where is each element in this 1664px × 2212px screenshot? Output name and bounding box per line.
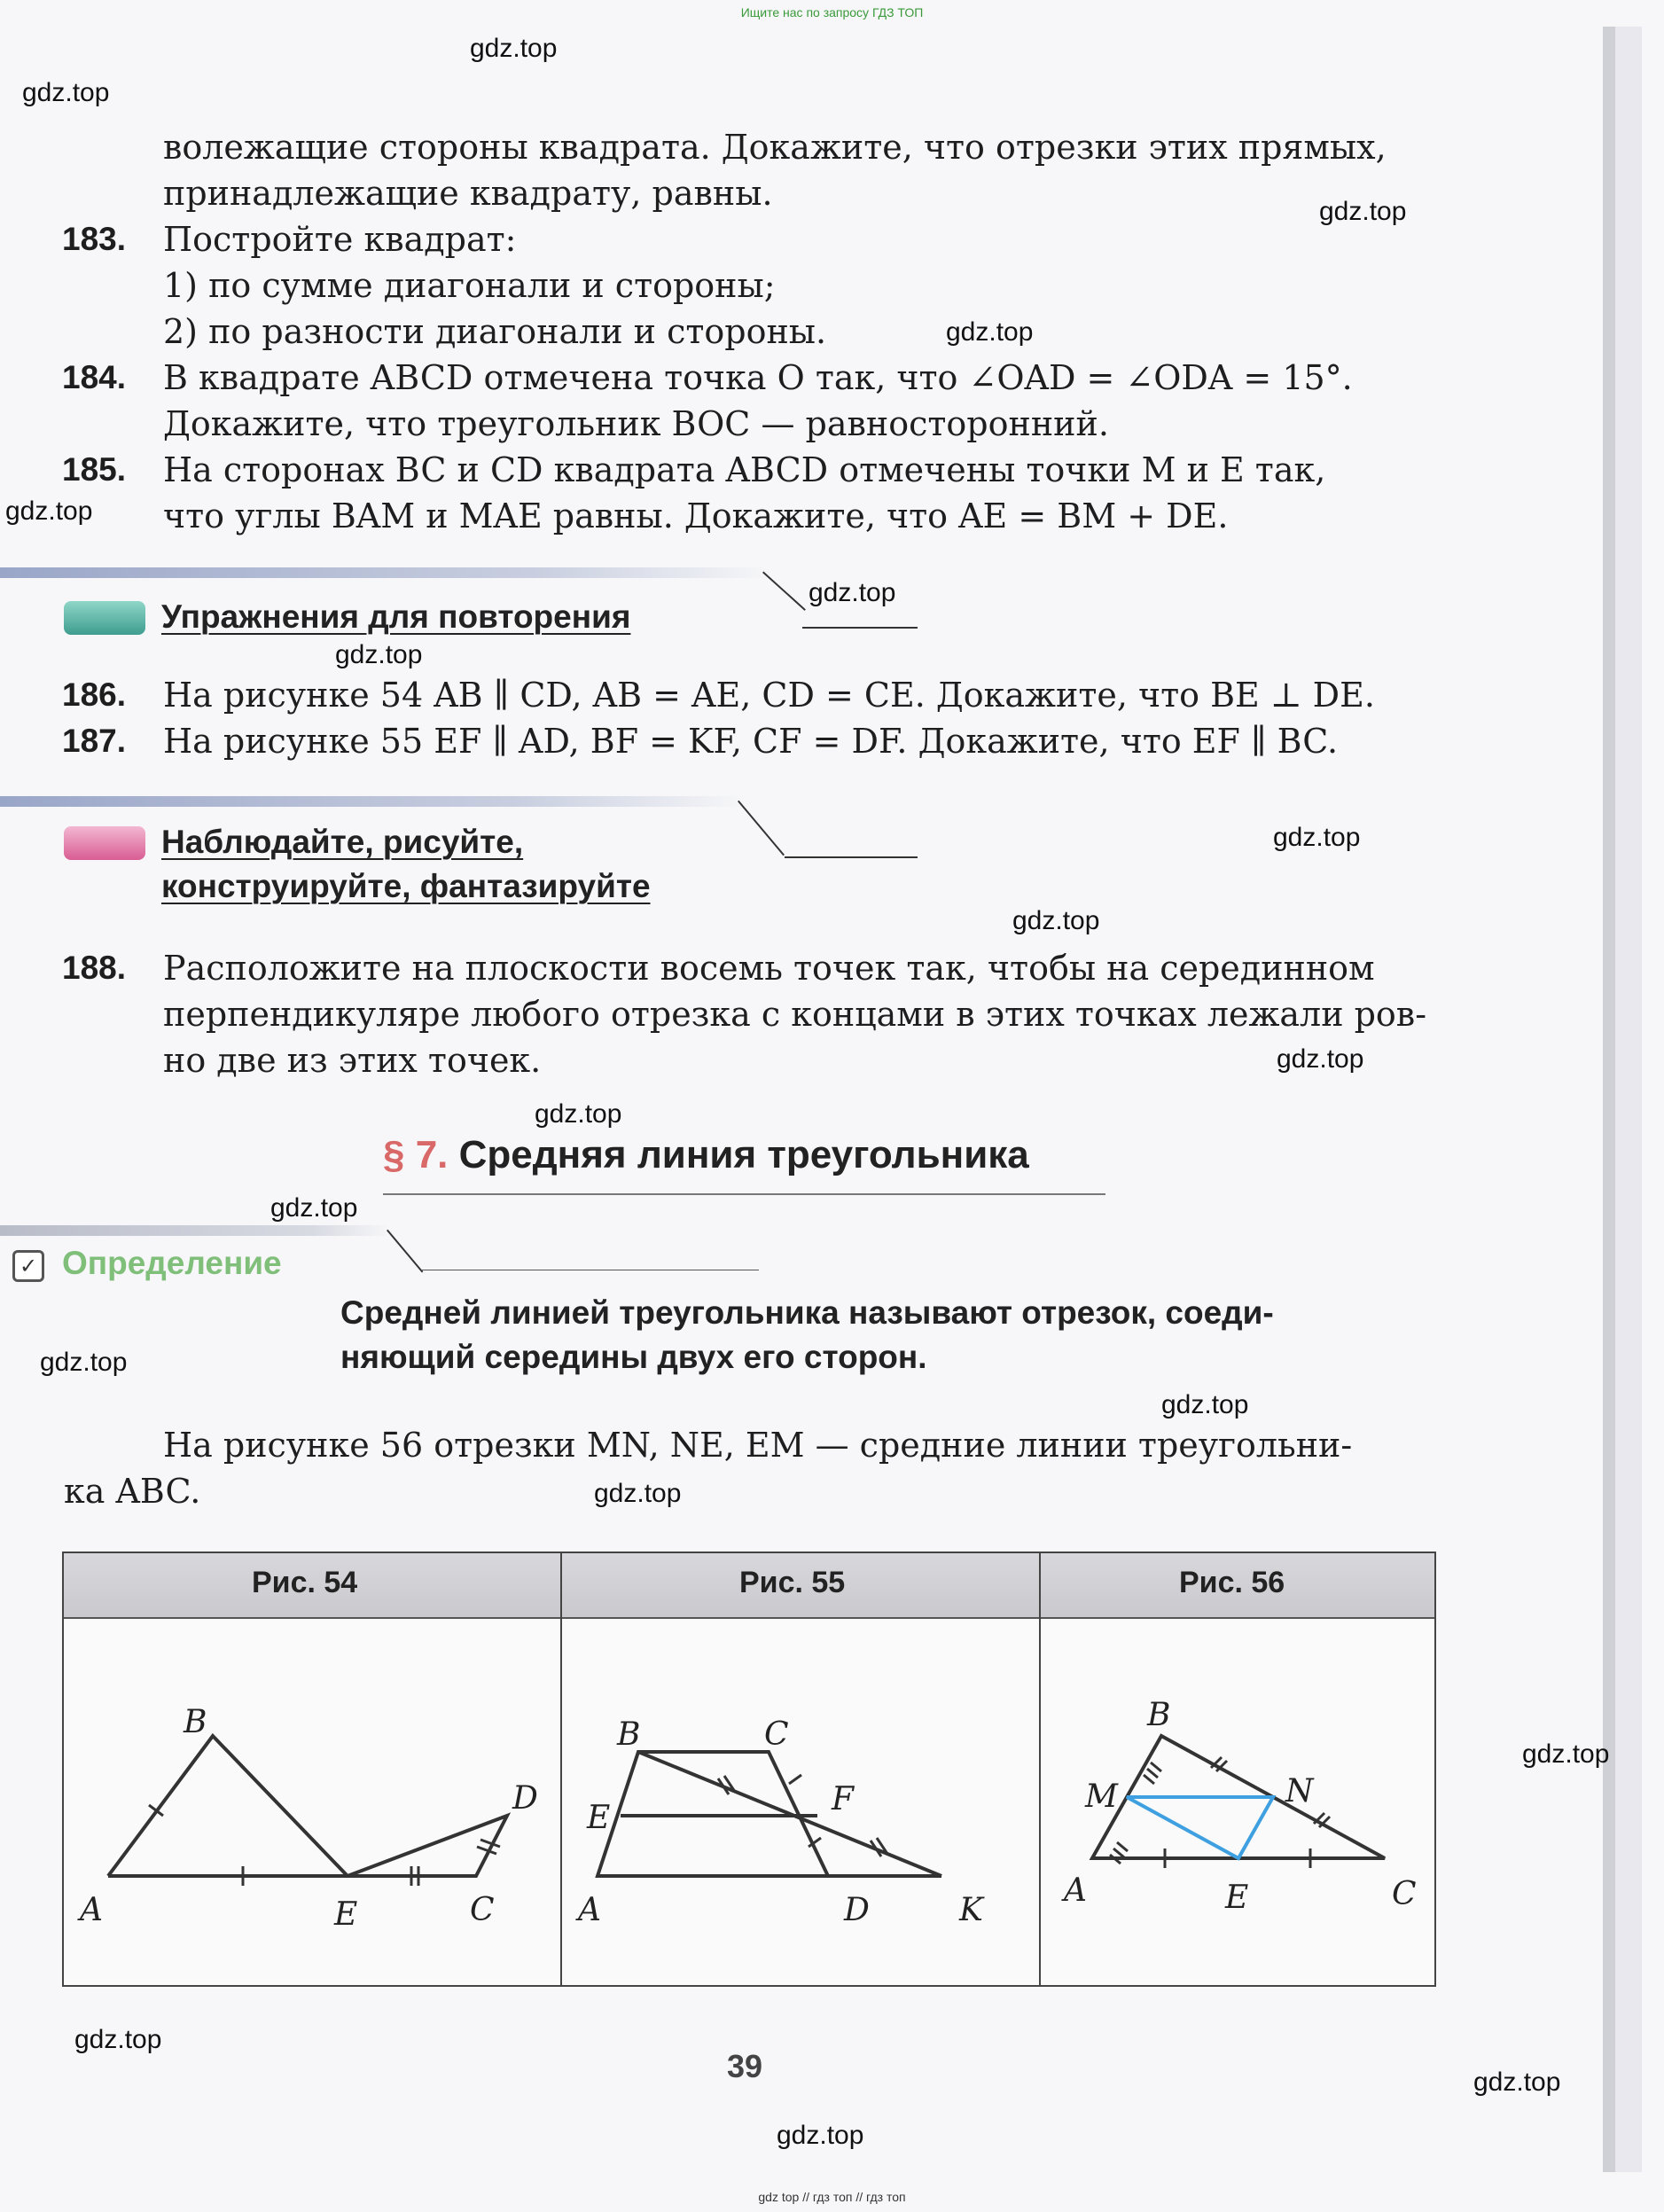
text-line: На рисунке 56 отрезки MN, NE, EM — средние линии треугольни-	[163, 1426, 1353, 1465]
fig55-point-b: B	[617, 1716, 641, 1753]
section-tab-line	[785, 856, 918, 858]
watermark: gdz.top	[270, 1193, 358, 1223]
page-edge	[1603, 27, 1615, 2172]
text-line: что углы BAM и MAE равны. Докажите, что AE = BM + DE.	[163, 496, 1229, 535]
definition-bar	[0, 1225, 390, 1236]
fig56-tick-mb2	[1147, 1769, 1158, 1778]
header-note: Ищите нас по запросу ГДЗ ТОП	[740, 5, 924, 20]
text-line: Постройте квадрат:	[163, 220, 517, 259]
section-title-observe-1: Наблюдайте, рисуйте,	[161, 824, 524, 860]
text-line: принадлежащие квадрату, равны.	[163, 174, 773, 213]
section-tab-line	[802, 627, 918, 629]
fig54-point-c: C	[470, 1892, 495, 1928]
watermark: gdz.top	[1273, 823, 1361, 852]
section-bar	[0, 567, 771, 578]
watermark: gdz.top	[22, 78, 110, 107]
paragraph-number: § 7.	[383, 1133, 449, 1176]
paragraph-title: Средняя линия треугольника	[458, 1133, 1029, 1176]
text-line: На рисунке 55 EF ∥ AD, BF = KF, CF = DF. Докажите, что EF ∥ BC.	[163, 722, 1339, 761]
watermark: gdz.top	[809, 578, 896, 607]
fig56-point-e: E	[1225, 1880, 1249, 1916]
figures-drawing	[64, 1619, 1434, 1982]
fig56-tick-am3	[1117, 1842, 1128, 1851]
fig56-point-b: B	[1147, 1697, 1171, 1733]
section-title-repeat: Упражнения для повторения	[161, 598, 631, 635]
text-line: На рисунке 54 AB ∥ CD, AB = AE, CD = CE. Докажите, что BE ⊥ DE.	[163, 676, 1375, 715]
text-line: 1) по сумме диагонали и стороны;	[163, 266, 776, 305]
fig55-tick-cf	[789, 1775, 801, 1784]
problem-number: 186.	[62, 676, 127, 713]
definition-text-1: Средней линией треугольника называют отрезок, соеди-	[340, 1294, 1274, 1331]
section-tab-edge	[738, 801, 785, 856]
section-bar	[0, 796, 745, 807]
checkmark-icon: ✓	[12, 1250, 44, 1282]
paragraph-underline	[383, 1193, 1105, 1195]
fig54-point-a: A	[80, 1892, 103, 1928]
fig54-point-d: D	[512, 1780, 538, 1817]
definition-tab-edge	[387, 1230, 423, 1273]
fig54-lines	[108, 1736, 507, 1876]
fig55-point-e: E	[587, 1800, 611, 1836]
teal-pill-icon	[64, 601, 145, 635]
section-tab-edge	[762, 572, 806, 611]
fig54-point-e: E	[334, 1896, 358, 1933]
text-line: В квадрате ABCD отмечена точка O так, что ∠OAD = ∠ODA = 15°.	[163, 358, 1353, 397]
fig55-point-a: A	[578, 1892, 601, 1928]
text-line: Докажите, что треугольник BOC — равносторонний.	[163, 404, 1109, 443]
definition-text-2: няющий середины двух его сторон.	[340, 1339, 927, 1375]
text-line: 2) по разности диагонали и стороны.	[163, 312, 827, 351]
watermark: gdz.top	[1522, 1739, 1610, 1769]
text-line: ка ABC.	[64, 1472, 201, 1511]
paragraph-heading	[383, 1133, 1029, 1177]
fig55-point-c: C	[764, 1716, 789, 1753]
figure-label-56: Рис. 56	[1179, 1566, 1285, 1599]
problem-number: 188.	[62, 950, 127, 986]
fig56-point-a: A	[1064, 1872, 1087, 1909]
watermark: gdz.top	[1319, 197, 1407, 226]
watermark: gdz.top	[777, 2121, 864, 2150]
text-line: Расположите на плоскости восемь точек так, чтобы на серединном	[163, 949, 1375, 988]
problem-number: 187.	[62, 723, 127, 759]
fig56-point-n: N	[1285, 1773, 1314, 1809]
section-title-observe-2: конструируйте, фантазируйте	[161, 868, 651, 904]
watermark: gdz.top	[335, 640, 423, 669]
watermark: gdz.top	[1473, 2067, 1561, 2097]
problem-number: 183.	[62, 221, 127, 257]
watermark: gdz.top	[946, 317, 1034, 347]
fig55-point-f: F	[832, 1781, 854, 1817]
text-line: но две из этих точек.	[163, 1041, 542, 1080]
definition-title: Определение	[62, 1245, 282, 1281]
watermark: gdz.top	[1161, 1390, 1249, 1419]
problem-number: 184.	[62, 359, 127, 395]
figure-54	[108, 1736, 507, 1886]
fig55-point-d: D	[844, 1892, 870, 1928]
watermark: gdz.top	[535, 1099, 622, 1129]
fig56-point-c: C	[1392, 1876, 1417, 1912]
problem-number: 185.	[62, 451, 127, 488]
figure-55	[598, 1752, 941, 1876]
watermark: gdz.top	[470, 34, 558, 63]
text-line: На сторонах BC и CD квадрата ABCD отмечены точки M и E так,	[163, 450, 1326, 489]
text-line: перпендикуляре любого отрезка с концами в этих точках лежали ров-	[163, 995, 1427, 1034]
watermark: gdz.top	[1277, 1044, 1364, 1074]
watermark: gdz.top	[74, 2025, 162, 2054]
fig55-point-k: K	[959, 1892, 983, 1928]
fig56-midlines	[1127, 1797, 1273, 1858]
figures-table	[62, 1552, 1436, 1987]
fig56-midline-triangle	[1127, 1797, 1273, 1858]
watermark: gdz.top	[5, 496, 93, 526]
watermark: gdz.top	[40, 1348, 128, 1377]
page-edge-shadow	[1615, 27, 1642, 2172]
page-number: 39	[727, 2048, 763, 2084]
fig56-point-m: M	[1085, 1778, 1118, 1815]
pink-pill-icon	[64, 826, 145, 860]
figure-label-55: Рис. 55	[739, 1566, 846, 1599]
text-line: волежащие стороны квадрата. Докажите, что отрезки этих прямых,	[163, 128, 1387, 167]
figure-label-54: Рис. 54	[252, 1566, 358, 1599]
fig56-tick-am2	[1113, 1849, 1124, 1857]
fig56-tick-mb3	[1151, 1763, 1161, 1771]
fig56-tick-mb	[1144, 1775, 1154, 1784]
fig54-point-b: B	[184, 1704, 207, 1740]
watermark: gdz.top	[1012, 906, 1100, 935]
footer-note: gdz top // гдз топ // гдз топ	[758, 2190, 906, 2204]
watermark: gdz.top	[594, 1479, 682, 1508]
